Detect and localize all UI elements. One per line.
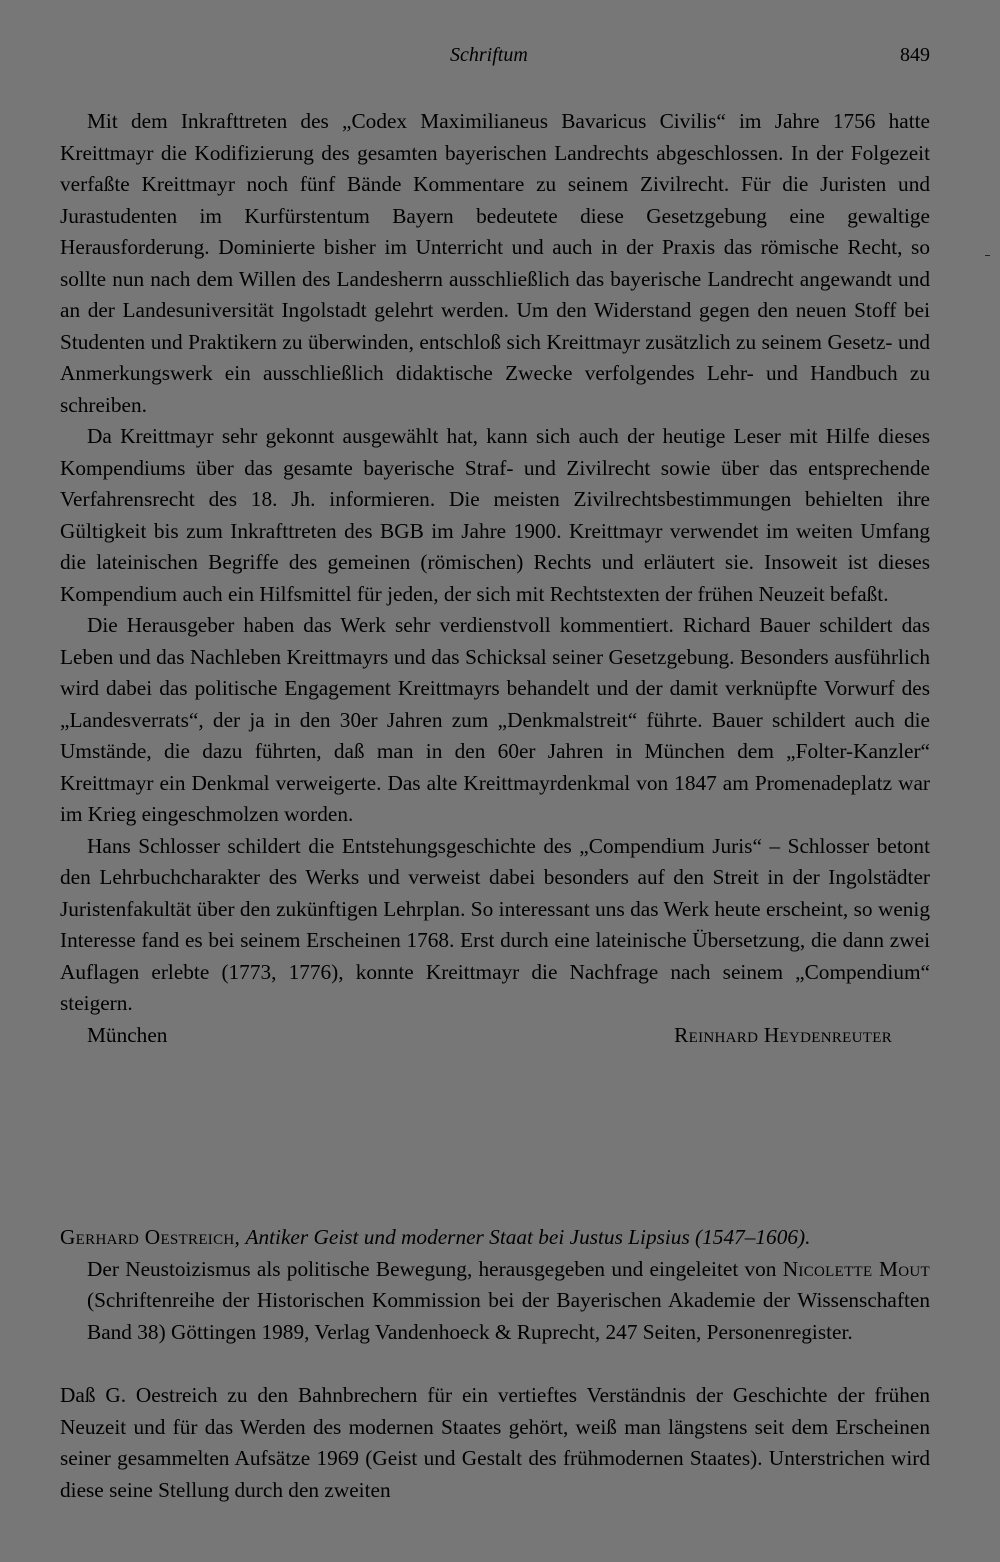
book-author: Gerhard Oestreich, — [60, 1225, 241, 1249]
paragraph: Mit dem Inkrafttreten des „Codex Maximilianeus Bavaricus Civilis“ im Jahre 1756 hatte Kreittmayr die Kodifizierung des gesamten bayerischen Landrechts abgeschlossen. In der Folgezeit verfaßte Kreittmayr noch fünf Bände Kommentare zu seinem Zivilrecht. Für die Juristen und Jurastudenten im Kurfürstentum Bayern bedeutete diese Gesetzgebung eine gewaltige Herausforderung. Dominierte bisher im Unterricht und auch in der Praxis das römische Recht, so sollte nun nach dem Willen des Landesherrn ausschließlich das bayerische Landrecht angewandt und an der Landesuniversität Ingolstadt gelehrt werden. Um den Widerstand gegen den neuen Stoff bei Studenten und Praktikern zu überwinden, entschloß sich Kreittmayr zusätzlich zu seinem Gesetz- und Anmerkungswerk ein ausschließlich didaktische Zwecke verfolgendes Lehr- und Handbuch zu schreiben. — [60, 109, 930, 417]
book-title: Antiker Geist und moderner Staat bei Justus Lipsius (1547–1606). — [245, 1225, 811, 1249]
review-place: München — [87, 1022, 168, 1047]
reviewer-name: Reinhard Heydenreuter — [674, 1022, 892, 1047]
book-subtitle: Der Neustoizismus als politische Bewegung, herausgegeben und eingeleitet von — [87, 1256, 777, 1281]
review-kreittmayr — [60, 106, 930, 1051]
book-editor: Nicolette Mout — [782, 1256, 931, 1281]
bibliographic-details — [60, 1254, 930, 1349]
page-number: 849 — [900, 44, 930, 66]
book-publication: (Schriftenreihe der Historischen Kommission bei der Bayerischen Akademie der Wissenschaften Band 38) Göttingen 1989, Verlag Vandenhoeck & Ruprecht, 247 Seiten, Personenregister. — [87, 1288, 930, 1344]
paragraph: Daß G. Oestreich zu den Bahnbrechern für ein vertieftes Verständnis der Geschichte der frühen Neuzeit und für das Werden des modernen Staates gehört, weiß man längstens seit dem Erscheinen seiner gesammelten Aufsätze 1969 (Geist und Gestalt des frühmodernen Staates). Unterstrichen wird diese seine Stellung durch den zweiten — [60, 1383, 930, 1502]
paragraph: Da Kreittmayr sehr gekonnt ausgewählt hat, kann sich auch der heutige Leser mit Hilfe dieses Kompendiums über das gesamte bayerische Straf- und Zivilrecht sowie über das entsprechende Verfahrensrecht des 18. Jh. informieren. Die meisten Zivilrechtsbestimmungen behielten ihre Gültigkeit bis zum Inkrafttreten des BGB im Jahre 1900. Kreittmayr verwendet im weiten Umfang die lateinischen Begriffe des gemeinen (römischen) Rechts und erläutert sie. Insoweit ist dieses Kompendium auch ein Hilfsmittel für jeden, der sich mit Rechtstexten der frühen Neuzeit befaßt. — [60, 424, 930, 606]
running-head — [60, 44, 930, 72]
running-title: Schriftum — [450, 44, 528, 66]
paragraph: Hans Schlosser schildert die Entstehungsgeschichte des „Compendium Juris“ – Schlosser betont den Lehrbuchcharakter des Werks und verweist dabei besonders auf den Streit in der Ingolstädter Juristenfakultät über den zukünftigen Lehrplan. So interessant uns das Werk heute erscheint, so wenig Interesse fand es bei seinem Erscheinen 1768. Erst durch eine lateinische Übersetzung, die dann zwei Auflagen erlebte (1773, 1776), konnte Kreittmayr die Nachfrage nach seinem „Compendium“ steigern. — [60, 833, 930, 1015]
book-page — [60, 0, 930, 1562]
review-oestreich-text — [60, 1380, 930, 1506]
paragraph: Die Herausgeber haben das Werk sehr verdienstvoll kommentiert. Richard Bauer schildert das Leben und das Nachleben Kreittmayrs und das Schicksal seiner Gesetzgebung. Besonders ausführlich wird dabei das politische Engagement Kreittmayrs behandelt und der damit verknüpfte Vorwurf des „Landesverrats“, der ja in den 30er Jahren zum „Denkmalstreit“ führte. Bauer schildert auch die Umstände, die dazu führten, daß man in den 60er Jahren in München dem „Folter-Kanzler“ Kreittmayr ein Denkmal verweigerte. Das alte Kreittmayrdenkmal von 1847 am Promenadeplatz war im Krieg eingeschmolzen worden. — [60, 613, 930, 826]
bibliographic-line — [60, 1222, 930, 1254]
review-signoff — [60, 1020, 930, 1052]
review-oestreich-heading — [60, 1222, 930, 1348]
margin-mark — [985, 255, 990, 256]
